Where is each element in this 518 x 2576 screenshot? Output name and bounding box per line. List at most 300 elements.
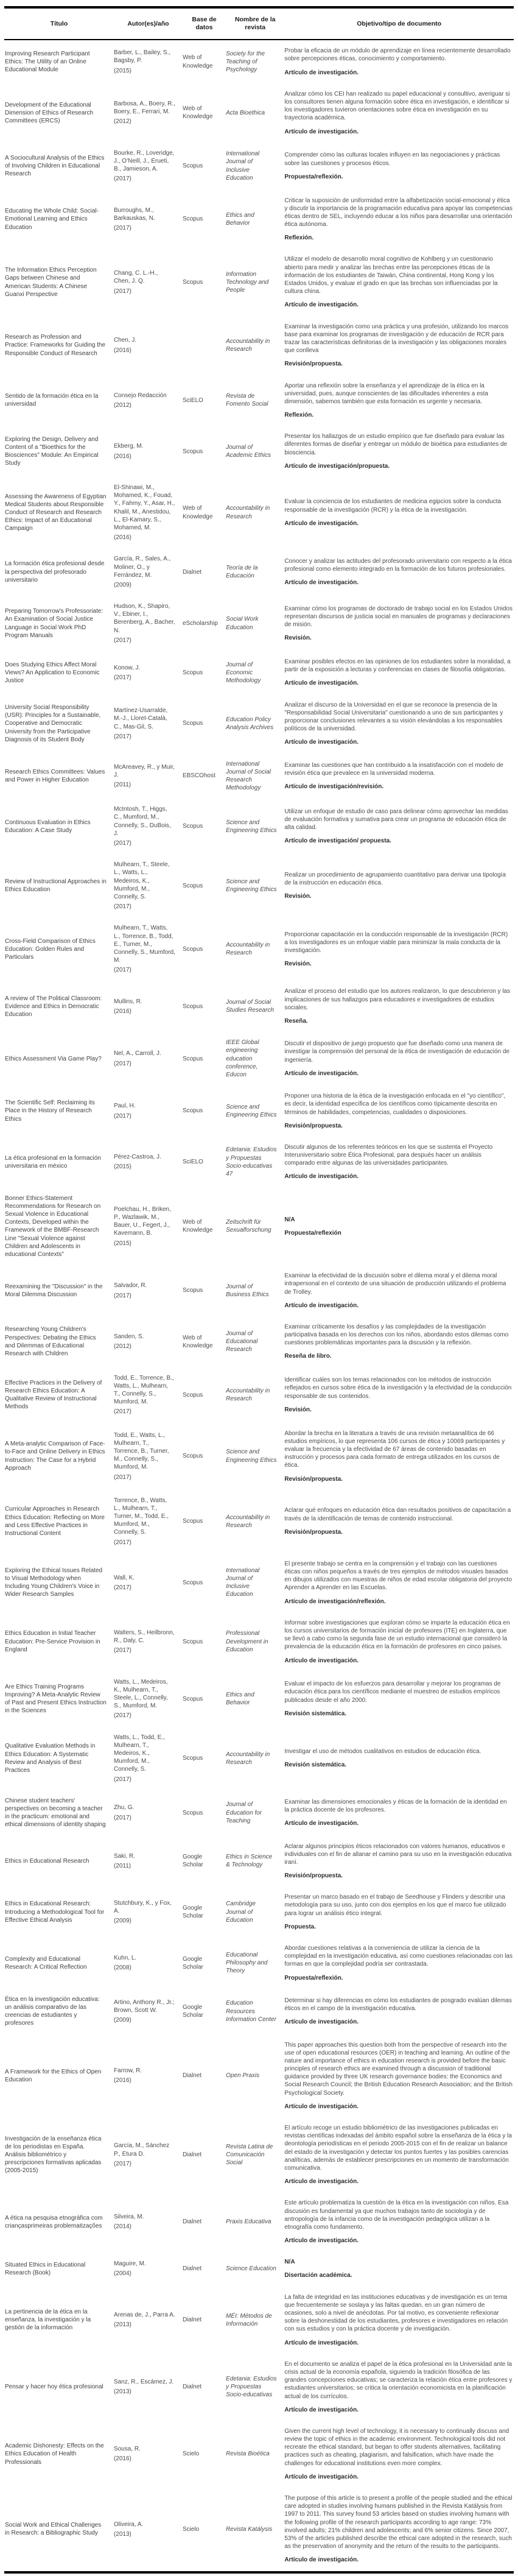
- paper-objective-cell: [284, 799, 514, 854]
- document-type: Artículo de investigación.: [284, 1070, 359, 1077]
- paper-journal: Accountability in Research: [226, 1514, 270, 1529]
- table-row: [4, 1423, 514, 1490]
- table-row: [4, 1265, 514, 1316]
- paper-objective-cell: [284, 1490, 514, 1553]
- paper-objective-cell: [284, 548, 514, 596]
- paper-title: Ethics in Educational Research: Introducing a Methodological Tool for Effective Ethical Analysis: [5, 1900, 105, 1924]
- table-row: [4, 2421, 514, 2488]
- paper-database: Scopus: [182, 1755, 203, 1762]
- paper-authors: [114, 83, 183, 143]
- paper-authors: [114, 249, 183, 316]
- paper-objective-cell: [284, 2117, 514, 2192]
- paper-authors: [114, 316, 183, 375]
- paper-authors: [114, 1938, 183, 1989]
- paper-objective-cell: [284, 981, 514, 1032]
- paper-journal: Journal of Economic Methodology: [226, 661, 261, 684]
- column-header-autor-ano: Autor(es)/año: [114, 7, 183, 40]
- table-body: [4, 40, 514, 2572]
- table-row: [4, 375, 514, 426]
- paper-authors: [114, 1137, 183, 1188]
- paper-database: Scopus: [182, 1055, 203, 1062]
- author-names: Arenas de, J., Parra A.: [113, 2312, 175, 2318]
- paper-title: A Framework for the Ethics of Open Education: [5, 2068, 102, 2083]
- table-row: [4, 2117, 514, 2192]
- paper-authors: [114, 2421, 183, 2488]
- paper-journal: Edetania: Estudios y Propuestas Socio-educativas: [226, 2376, 277, 2399]
- table-row: [4, 651, 514, 694]
- paper-database: Scopus: [182, 1107, 203, 1115]
- paper-journal: Education Policy Analysis Archives: [226, 716, 274, 732]
- paper-objective-cell: [284, 1938, 514, 1989]
- paper-authors: [114, 426, 183, 477]
- paper-journal: Zeitschrift für Sexualforschung: [226, 1219, 271, 1234]
- paper-title: Review of Instructional Approaches in Ethics Education: [5, 878, 107, 894]
- paper-database: SciELO: [182, 1159, 203, 1166]
- document-type: Propuesta/reflexión: [284, 1229, 341, 1237]
- author-names: Hudson, K., Shapiro, V., Ebiner, I., Berenberg, A., Bacher, N.: [113, 603, 175, 634]
- objective-text: Analizar el proceso del estudio que los autores realizaron, lo que descubrieron y las implicaciones de sus hallazgos para educadores e investigadores de estudios sociales.: [284, 988, 511, 1011]
- paper-objective-cell: [284, 1886, 514, 1938]
- paper-authors: [114, 548, 183, 596]
- objective-text: This paper approaches this question both from the perspective of research into the use of open educational resources (OER) in teaching and learning. An outline of the nature and importance of ethics in education research is provided before the basic principles of research ethics are examined through a discussion of traditional guidance provided by three UK research governance bodies: the Economics and Social Research Council; the British Education Research Association; and the British Psychological Society.: [284, 2041, 513, 2097]
- document-type: Artículo de investigación/ propuesta.: [284, 838, 391, 845]
- paper-authors: [114, 1085, 183, 1137]
- table-row: [4, 426, 514, 477]
- author-names: Martínez-Usarralde, M.-J., Lloret-Català, C., Mas-Gil, S.: [113, 707, 168, 730]
- paper-authors: [114, 1790, 183, 1836]
- table-header: [4, 7, 514, 40]
- publication-year: (2016): [113, 2455, 131, 2463]
- paper-objective-cell: [284, 753, 514, 799]
- table-header-row: [4, 7, 514, 40]
- paper-title: Social Work and Ethical Challenges in Research: a Bibliographic Study: [5, 2522, 102, 2537]
- paper-journal: Journal of Academic Ethics: [226, 443, 271, 459]
- paper-journal: Revista Katálysis: [226, 2525, 273, 2533]
- document-type: Propuesta/reflexión.: [284, 1974, 343, 1981]
- paper-journal: Open Praxis: [226, 2072, 260, 2080]
- paper-title: Educating the Whole Child: Social-Emotional Learning and Ethics Education: [5, 208, 99, 231]
- paper-objective-cell: [284, 694, 514, 753]
- paper-title: Ethics Education in Initial Teacher Education: Pre-Service Provision in England: [5, 1630, 100, 1653]
- paper-journal: Praxis Educativa: [226, 2218, 271, 2226]
- paper-database: Scopus: [182, 216, 203, 223]
- objective-text: Comprender cómo las culturas locales influyen en las negociaciones y prácticas sobre las cuestiones y procesos éticos.: [284, 152, 500, 167]
- paper-title: A Sociocultural Analysis of the Ethics of Involving Children in Educational Research: [5, 154, 105, 178]
- publication-year: (2012): [113, 401, 131, 409]
- publication-year: (2015): [113, 67, 131, 74]
- author-names: Chen, J.: [113, 337, 137, 344]
- paper-database: Scopus: [182, 720, 203, 727]
- author-names: Sousa, R.: [113, 2446, 141, 2453]
- paper-database: Scopus: [182, 669, 203, 676]
- paper-title: Effective Practices in the Delivery of Research Ethics Education: A Qualitative Review of Instructional Methods: [5, 1379, 102, 1411]
- table-row: [4, 2287, 514, 2354]
- column-header-nombre-revista: Nombre de la revista: [226, 7, 284, 40]
- author-names: Pérez-Castroa, J.: [113, 1154, 161, 1161]
- document-type: Artículo de investigación.: [284, 2339, 359, 2346]
- document-type: Artículo de investigación.: [284, 2473, 359, 2480]
- objective-text: Abordar cuestiones relativas a la conveniencia de utilizar la ciencia de la complejidad en la investigación educativa, así como cuestiones relacionadas con las formas en que la complejidad podría ser contrastada.: [284, 1945, 513, 1968]
- paper-database: Dialnet: [182, 568, 202, 576]
- column-header-titulo: Título: [4, 7, 114, 40]
- paper-objective-cell: [284, 1790, 514, 1836]
- table-row: [4, 477, 514, 548]
- author-names: McAreavey, R., y Muir, J.: [113, 763, 175, 778]
- paper-journal: MÉI: Métodos de Información: [226, 2312, 272, 2327]
- paper-authors: [114, 2034, 183, 2118]
- document-type: Reseña de libro.: [284, 1353, 332, 1360]
- objective-text: Evaluar el impacto de los esfuerzos para desarrollar y mejorar los programas de educación ética para los científicos mediante el muestreo de estudios empíricos publicados desde el año 2000.: [284, 1681, 501, 1704]
- author-names: Sanz, R., Escámez, J.: [113, 2379, 174, 2386]
- paper-objective-cell: [284, 426, 514, 477]
- paper-journal: Society for the Teaching of Psychology: [226, 50, 265, 74]
- publication-year: (2015): [113, 1163, 131, 1171]
- document-type: Artículo de investigación/revisión.: [284, 783, 384, 790]
- objective-text: Examinar críticamente los desafíos y las complejidades de la investigación participativa basada en los derechos con los niños, abordando estos dilemas como cuestiones problemáticas importantes para la discusión y la reflexión.: [284, 1323, 509, 1347]
- paper-database: Dialnet: [182, 2072, 202, 2080]
- objective-text: Proporcionar capacitación en la conducción responsable de la investigación (RCR) a los investigadores es un enfoque viable para minimizar la mala conducta de la investigación.: [284, 931, 508, 954]
- paper-title: Does Studying Ethics Affect Moral Views? An Application to Economic Justice: [5, 661, 100, 684]
- publication-year: (2017): [113, 1712, 131, 1720]
- paper-journal: Teoría de la Educación: [226, 565, 258, 580]
- author-names: Stutchbury, K., y Fox, A.: [113, 1899, 172, 1915]
- publication-year: (2017): [113, 1060, 131, 1067]
- objective-text: La falta de integridad en las instituciones educativas y de investigación es un tema que frecuentemente se soslaya y las faltas quedan, en un gran número de ocasiones, solo a nivel de anécdotas. Por tal motivo, es conveniente reflexionar sobre la deshonestidad de los estudiantes, profesores e investigadores en relación con sus estudios y con la práctica docente y de investigación.: [284, 2293, 508, 2333]
- objective-text: N/A: [284, 1216, 295, 1223]
- paper-database: Google Scholar: [182, 1955, 203, 1971]
- paper-title: Continuous Evaluation in Ethics Education: A Case Study: [5, 819, 91, 834]
- objective-text: Este artículo problematiza la cuestión de la ética en la investigación con niños. Esa discusión es fundamental ya que muchos trabajos tanto de sociología y de antropología de la infancia como de la investigación pedagógica utilizan a la etnografía como fundamento.: [284, 2200, 509, 2231]
- publication-year: (2017): [113, 1814, 131, 1821]
- publication-year: (2017): [113, 674, 131, 681]
- objective-text: Presentar los hallazgos de un estudio empírico que fue diseñado para evaluar las diferentes formas de diseñar y entregar un módulo de bioética para estudiantes de biosciencia.: [284, 433, 508, 456]
- objective-text: Informar sobre investigaciones que exploran cómo se imparte la educación ética en los cursos universitarios de formación inicial de profesores (ITE) en Inglaterra, que se llevó a cabo como la segunda fase de un estudio internacional que consideró la prevalencia de la educación ética en la formación de profesores en cinco países.: [284, 1619, 510, 1651]
- paper-database: Google Scholar: [182, 1854, 203, 1869]
- paper-title: Bonner Ethics-Statement Recommendations for Research on Sexual Violence in Educational Contexts, Developed within the Framework of the BMBF-Research Line "Sexual Violence against Children and Adolescents in educational Contexts": [5, 1194, 101, 1258]
- objective-text: Examinar la efectividad de la discusión sobre el dilema moral y el dilema moral intrapersonal en el contexto de una situación de producción utilizando el problema de Trolley.: [284, 1272, 506, 1296]
- literature-review-table: [4, 6, 514, 2574]
- paper-database: Scopus: [182, 823, 203, 830]
- paper-objective-cell: [284, 651, 514, 694]
- paper-title: Investigación de la enseñanza ética de los periodistas en España. Análisis bibliométrico y prescripciones formativas aplicadas (2005-2015): [5, 2135, 102, 2175]
- objective-text: Presentar un marco basado en el trabajo de Seedhouse y Flinders y describir una metodología para su uso, junto con dos ejemplos en los que el marco fue utilizado para lograr un análisis ético integral.: [284, 1894, 506, 1917]
- paper-title: University Social Responsibility (USR): Principles for a Sustainable, Cooperative and Democratic University from the Participative Diagnosis of its Student Body: [5, 704, 101, 743]
- paper-authors: [114, 2117, 183, 2192]
- objective-text: Discutir el dispositivo de juego propuesto que fue diseñado como una manera de investigar la comprensión del personal de la ética de investigación de educación de ingeniería.: [284, 1040, 510, 1064]
- objective-text: Utilizar un enfoque de estudio de caso para delinear cómo aprovechar las medidas de evaluación formativa y sumativa para crear un programa de educación ética de alta calidad.: [284, 808, 508, 831]
- paper-authors: [114, 1490, 183, 1553]
- paper-objective-cell: [284, 2192, 514, 2251]
- publication-year: (2017): [113, 1408, 131, 1416]
- paper-authors: [114, 799, 183, 854]
- author-names: Wall, K.: [113, 1574, 135, 1581]
- document-type: Artículo de investigación.: [284, 302, 359, 309]
- objective-text: N/A: [284, 2259, 295, 2266]
- paper-journal: Science and Engineering Ethics: [226, 878, 277, 894]
- objective-text: Analizar el discurso de la Universidad en el que se reconoce la presencia de la "Responsabilidad Social Universitaria" cuestionando a uno de sus participantes y proporcionar conclusiones relevantes a su visión elevándolas a los responsables políticos de la universidad.: [284, 701, 503, 733]
- publication-year: (2017): [113, 175, 131, 183]
- paper-database: [183, 316, 226, 375]
- paper-authors: [114, 2488, 183, 2572]
- paper-journal: Education Resources Information Center: [226, 2000, 276, 2023]
- paper-journal: Ethics and Behavior: [226, 211, 254, 227]
- table-row: [4, 1553, 514, 1612]
- objective-text: Aportar una reflexión sobre la enseñanza y el aprendizaje de la ética en la universidad, pues, aunque conscientes de las dificultades inherentes a esta dimensión, sabemos también que esta formación es urgente y necesaria.: [284, 382, 488, 405]
- paper-objective-cell: [284, 1367, 514, 1423]
- document-type: Revisión.: [284, 635, 312, 642]
- publication-year: (2017): [113, 967, 131, 974]
- paper-title: Qualitative Evaluation Methods in Ethics Education: A Systematic Review and Analysis of Best Practices: [5, 1743, 96, 1774]
- objective-text: Probar la eficacia de un módulo de aprendizaje en línea recientemente desarrollado sobre percepciones éticas, conocimiento y comportamiento.: [284, 48, 511, 63]
- paper-journal: Accountability in Research: [226, 942, 270, 957]
- paper-objective-cell: [284, 375, 514, 426]
- paper-objective-cell: [284, 854, 514, 917]
- document-type: Revisión/propuesta.: [284, 1872, 343, 1880]
- objective-text: Utilizar el modelo de desarrollo moral cognitivo de Kohlberg y un cuestionario abierto para medir y analizar las brechas entre las percepciones éticas de la información de los estudiantes de Taiwán, China continental, Hong Kong y los Estados Unidos, y evaluar el grado en que las brechas son influenciadas por la cultura china.: [284, 256, 498, 295]
- paper-objective-cell: [284, 1612, 514, 1671]
- paper-authors: [114, 1836, 183, 1887]
- paper-database: Scopus: [182, 278, 203, 286]
- paper-authors: [114, 917, 183, 981]
- paper-journal: Edetania: Estudios y Propuestas Socio-educativas 47: [226, 1146, 277, 1177]
- document-type: Artículo de investigación.: [284, 128, 359, 135]
- paper-title: Exploring the Design, Delivery and Content of a "Bioethics for the Biosciences" Module: An Empirical Study: [5, 436, 99, 467]
- table-row: [4, 854, 514, 917]
- author-names: Silveira, M.: [113, 2214, 144, 2221]
- table-row: [4, 694, 514, 753]
- author-names: Zhu, G.: [113, 1804, 135, 1812]
- author-names: García, R., Sales, A., Moliner, O., y Ferrández, M.: [113, 556, 171, 579]
- publication-year: (2017): [113, 1292, 131, 1299]
- paper-database: Dialnet: [182, 2218, 202, 2226]
- paper-objective-cell: [284, 1316, 514, 1367]
- author-names: Kuhn, L.: [113, 1955, 137, 1962]
- table-row: [4, 2192, 514, 2251]
- paper-journal: Journal of Education for Teaching: [226, 1801, 262, 1824]
- paper-objective-cell: [284, 1265, 514, 1316]
- paper-title: Sentido de la formación ética en la universidad: [5, 393, 99, 408]
- document-type: Artículo de investigación.: [284, 520, 359, 527]
- document-type: Revisión.: [284, 893, 312, 900]
- paper-title: Academic Dishonesty: Effects on the Ethics Education of Health Professionals: [5, 2443, 104, 2466]
- author-names: Mullins, R.: [113, 998, 142, 1005]
- document-type: Artículo de investigación.: [284, 2557, 359, 2564]
- author-names: Mulhearn, T., Steele, L., Watts, L., Medeiros, K., Mumford, M., Connelly, S.: [113, 861, 170, 900]
- objective-text: Examinar las cuestiones que han contribuido a la insatisfacción con el modelo de revisión ética que prevalece en la universidad moderna.: [284, 761, 503, 777]
- objective-text: Evaluar la conciencia de los estudiantes de medicina egipcios sobre la conducta responsable de la investigación (RCR) y la ética de la investigación.: [284, 498, 502, 513]
- paper-objective-cell: [284, 2287, 514, 2354]
- paper-journal: Educational Philosophy and Theory: [226, 1952, 268, 1975]
- paper-authors: [114, 40, 183, 83]
- paper-database: Google Scholar: [182, 1904, 203, 1920]
- paper-authors: [114, 1553, 183, 1612]
- paper-database: Web of Knowledge: [182, 505, 213, 520]
- author-names: Konow, J.: [113, 664, 141, 671]
- paper-objective-cell: [284, 477, 514, 548]
- publication-year: (2008): [113, 1964, 131, 1972]
- table-row: [4, 2251, 514, 2286]
- paper-journal: Information Technology and People: [226, 270, 269, 294]
- column-header-base-de-datos: Base de datos: [183, 7, 226, 40]
- publication-year: (2016): [113, 347, 131, 354]
- paper-database: Dialnet: [182, 2151, 202, 2159]
- paper-database: Scopus: [182, 1695, 203, 1703]
- paper-objective-cell: [284, 2251, 514, 2286]
- paper-database: Web of Knowledge: [182, 1334, 213, 1349]
- paper-journal: International Journal of Inclusive Education: [226, 150, 260, 182]
- objective-text: Analizar cómo los CEI han realizado su papel educacional y consultivo, averiguar si los consultores tienen alguna formación sobre ética en investigación, e identificar si los investigadores tuvieron orientaciones sobre ética en investigación en su trayectoria académica.: [284, 90, 510, 122]
- author-names: Saki, R.: [113, 1852, 135, 1860]
- paper-database: Web of Knowledge: [182, 54, 213, 69]
- publication-year: (2009): [113, 2017, 131, 2024]
- paper-database: Scopus: [182, 1391, 203, 1399]
- document-type: Revisión/propuesta.: [284, 1475, 343, 1483]
- paper-title: Ética en la investigación educativa: un análisis comparativo de las creencias de estudiantes y profesores: [5, 1996, 100, 2027]
- paper-journal: Accountability in Research: [226, 337, 270, 353]
- author-names: Walters, S., Heilbronn, R., Daly, C.: [113, 1629, 175, 1645]
- paper-authors: [114, 2354, 183, 2421]
- paper-authors: [114, 1989, 183, 2034]
- paper-authors: [114, 694, 183, 753]
- publication-year: (2011): [113, 1862, 131, 1869]
- objective-text: El artículo recoge un estudio bibliométrico de las investigaciones publicadas en revistas científicas indexadas del ámbito español sobre la enseñanza de la ética y la deontología periodísticas en el periodo 2005-2015 con el fin de realizar un balance del estado de la investigación y detectar los puntos fuertes y las posibles carencias analíticas, además de establecer prescripciones en un momento de transformación comunicativa.: [284, 2125, 512, 2172]
- paper-database: Scopus: [182, 163, 203, 170]
- author-names: Barbosa, A., Boery, R., Boery, E., Ferrari, M.: [113, 101, 175, 116]
- publication-year: (2011): [113, 781, 131, 788]
- publication-year: (2017): [113, 1112, 131, 1120]
- paper-objective-cell: [284, 1188, 514, 1266]
- objective-text: Conocer y analizar las actitudes del profesorado universitario con respecto a la ética profesional como elemento integrado en la formación de los futuros profesionales.: [284, 557, 512, 573]
- author-names: Artino, Anthony R., Jr.; Brown, Scott W.: [113, 1999, 175, 2014]
- paper-database: Scielo: [182, 2451, 200, 2458]
- paper-authors: [114, 1727, 183, 1790]
- paper-title: A ética na pesquisa etnográfica com criançasprimeiras problematizações: [5, 2214, 103, 2229]
- paper-title: The Scientific Self: Reclaiming its Place in the History of Research Ethics: [5, 1099, 95, 1123]
- author-names: Watts, L., Medeiros, K., Mulhearn, T., Steele, L., Connelly, S., Mumford, M.: [113, 1678, 168, 1710]
- document-type: Artículo de investigación.: [284, 579, 359, 587]
- paper-database: Scopus: [182, 448, 203, 455]
- author-names: Salvador, R.: [113, 1282, 147, 1290]
- table-row: [4, 1938, 514, 1989]
- paper-authors: [114, 1423, 183, 1490]
- document-type: Artículo de investigación.: [284, 2406, 359, 2413]
- author-names: Ekberg, M.: [113, 443, 144, 450]
- paper-objective-cell: [284, 1727, 514, 1790]
- paper-database: Scopus: [182, 1518, 203, 1525]
- paper-authors: [114, 2192, 183, 2251]
- author-names: Nel, A., Carroll, J.: [113, 1050, 161, 1057]
- author-names: Poelchau, H., Briken, P., Wazlawik, M., Bauer, U., Fegert, J., Kavemann, B.: [113, 1205, 171, 1237]
- table-row: [4, 1790, 514, 1836]
- publication-year: (2009): [113, 1918, 131, 1925]
- paper-objective-cell: [284, 2354, 514, 2421]
- author-names: Oliveira, A.: [113, 2521, 144, 2528]
- publication-year: (2017): [113, 1647, 131, 1654]
- paper-objective-cell: [284, 83, 514, 143]
- paper-authors: [114, 190, 183, 249]
- author-names: Burroughs, M., Barkauskas, N.: [113, 206, 155, 222]
- publication-year: (2016): [113, 453, 131, 460]
- paper-journal: Science Education: [226, 2265, 276, 2273]
- table-row: [4, 548, 514, 596]
- table-row: [4, 799, 514, 854]
- objective-text: Given the current high level of technology, it is necessary to continually discuss and review the topic of ethics in the academic environment. Technological tools did not recreate the ethical standard, but began to offer students alternatives, facilitating practices such as cheating, plagiarism, and falsification, which have made the challenges for educational institutions even more complex.: [284, 2427, 509, 2467]
- paper-title: La ética profesional en la formación universitaria en méxico: [5, 1154, 101, 1170]
- objective-text: Realizar un procedimiento de agrupamiento cuantitativo para derivar una tipología de la instrucción en educación ética.: [284, 871, 506, 887]
- author-names: McIntosh, T., Higgs, C., Mumford, M., Connelly, S., DuBois, J.: [113, 806, 171, 837]
- paper-journal: IEEE Global engineering education conference, Educon: [226, 1039, 259, 1078]
- paper-title: Improving Research Participant Ethics: The Utility of an Online Educational Module: [5, 50, 90, 74]
- author-names: Sanden, S.: [113, 1333, 144, 1341]
- document-type: Artículo de investigación.: [284, 69, 359, 76]
- paper-authors: [114, 1886, 183, 1938]
- paper-objective-cell: [284, 1423, 514, 1490]
- paper-authors: [114, 477, 183, 548]
- document-type: Artículo de investigación.: [284, 1657, 359, 1664]
- paper-journal: Journal of Educational Research: [226, 1330, 258, 1353]
- document-type: Revisión/propuesta.: [284, 1528, 343, 1536]
- publication-year: (2009): [113, 581, 131, 588]
- objective-text: Aclarar algunos principios éticos relacionados con valores humanos, educativos e individuales con el fin de allanar el camino para su uso en la investigación educativa iraní.: [284, 1843, 512, 1866]
- document-type: Artículo de investigación.: [284, 2178, 359, 2186]
- paper-database: Web of Knowledge: [182, 1219, 213, 1234]
- paper-database: Dialnet: [182, 2384, 202, 2391]
- paper-database: EBSCOhost: [182, 772, 215, 780]
- paper-title: Reexamining the "Discussion" in the Moral Dilemma Discussion: [5, 1283, 103, 1298]
- paper-journal: Accountability in Research: [226, 1387, 270, 1403]
- document-type: Artículo de investigación.: [284, 2237, 359, 2245]
- table-row: [4, 2034, 514, 2118]
- paper-database: Web of Knowledge: [182, 105, 213, 121]
- paper-authors: [114, 1671, 183, 1727]
- objective-text: Examinar la investigación como una práctica y una profesión, utilizando los marcos base para examinar los programas de investigación y de educación de RCR para trazar las características definitorias de la investigación y las obligaciones morales que conlleva: [284, 323, 509, 355]
- publication-year: (2016): [113, 534, 131, 542]
- paper-objective-cell: [284, 40, 514, 83]
- paper-authors: [114, 981, 183, 1032]
- author-names: Barber, L., Bailey, S., Bagsby, P.: [113, 49, 171, 65]
- table-row: [4, 1085, 514, 1137]
- paper-database: Scopus: [182, 882, 203, 889]
- paper-database: Dialnet: [182, 2265, 202, 2273]
- objective-text: En el documento se analiza el papel de la ética profesional en la Universidad ante la crisis actual de la economía española, siguiendo la tradición filosófica de las grandes concepciones educativas; se caracteriza la relación ética entre profesores y estudiantes universitarios; se critica la orientación economicista en la planificación actual de los currículos.: [284, 2360, 513, 2400]
- document-type: Revisión sistemática.: [284, 1710, 347, 1717]
- table-row: [4, 1316, 514, 1367]
- paper-authors: [114, 143, 183, 190]
- author-names: Farrow, R.: [113, 2067, 142, 2075]
- objective-text: Examinar posibles efectos en las opiniones de los estudiantes sobre la moralidad, a partir de la exposición a lecturas y conferencias en clases de filosofía obligatorias.: [284, 658, 511, 674]
- publication-year: (2017): [113, 1584, 131, 1591]
- paper-title: Preparing Tomorrow's Professoriate: An Examination of Social Justice Language in Social Work PhD Program Manuals: [5, 608, 103, 639]
- document-type: Reseña.: [284, 1018, 308, 1025]
- paper-objective-cell: [284, 1836, 514, 1887]
- objective-text: Examinar cómo los programas de doctorado de trabajo social en los Estados Unidos representan discursos de justicia social en manuales de programas y declaraciones de misión.: [284, 605, 513, 629]
- publication-year: (2017): [113, 733, 131, 740]
- paper-title: A Meta-analytic Comparison of Face-to-Face and Online Delivery in Ethics Instruction: The Case for a Hybrid Approach: [5, 1441, 105, 1472]
- table-row: [4, 1490, 514, 1553]
- table-row: [4, 1671, 514, 1727]
- author-names: Paul, H.: [113, 1103, 136, 1110]
- paper-database: SciELO: [182, 397, 203, 404]
- paper-objective-cell: [284, 190, 514, 249]
- paper-journal: Revista de Fomento Social: [226, 393, 268, 408]
- paper-title: Are Ethics Training Programs Improving? A Meta-Analytic Review of Past and Present Ethics Instruction in the Sciences: [5, 1683, 107, 1715]
- paper-objective-cell: [284, 316, 514, 375]
- document-type: Disertación académica.: [284, 2272, 352, 2279]
- paper-title: Research Ethics Committees: Values and Power in Higher Education: [5, 768, 105, 783]
- publication-year: (2017): [113, 840, 131, 847]
- author-names: Watts, L., Todd, E., Mulhearn, T., Medeiros, K., Mumford, M., Connelly, S.: [113, 1734, 165, 1773]
- publication-year: (2017): [113, 1776, 131, 1783]
